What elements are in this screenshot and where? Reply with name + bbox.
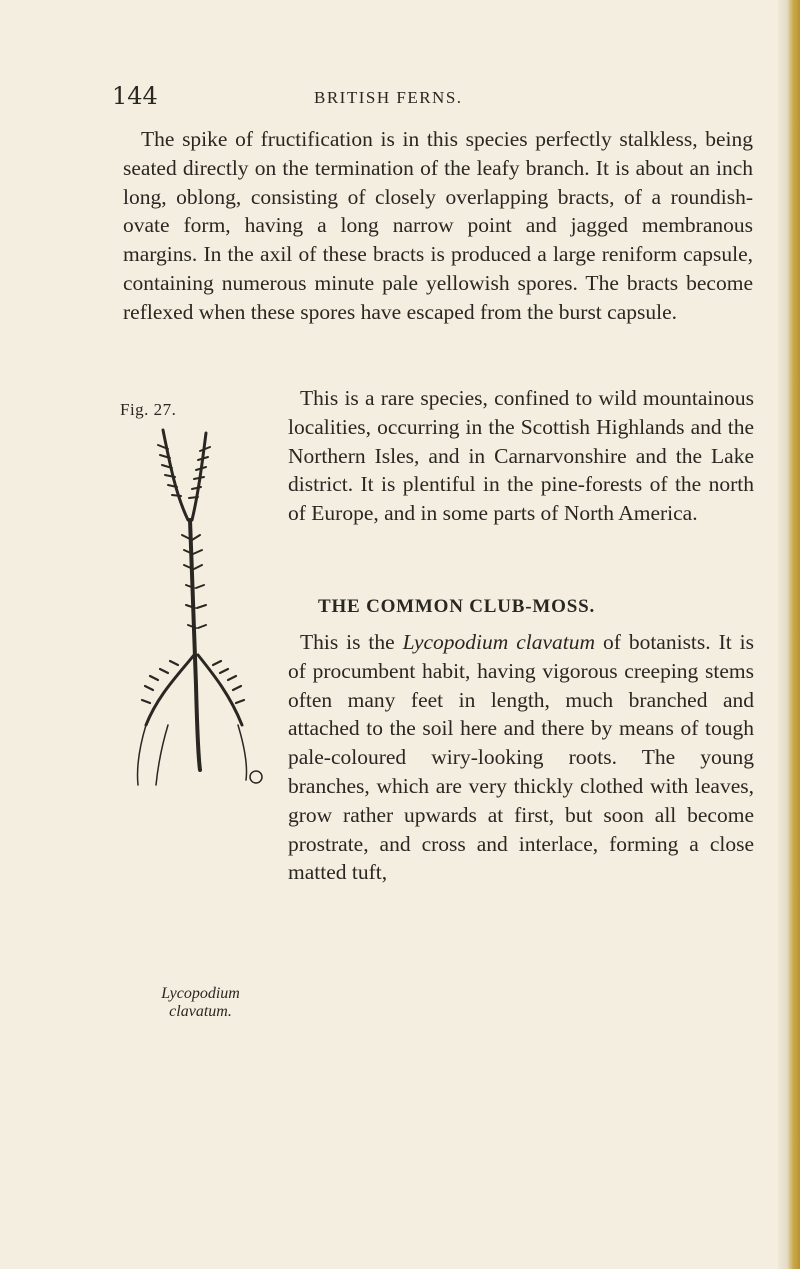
page-edge xyxy=(778,0,800,1269)
figure-label: Fig. 27. xyxy=(120,400,177,419)
section-heading: THE COMMON CLUB-MOSS. xyxy=(318,596,596,617)
running-head: BRITISH FERNS. xyxy=(314,88,463,107)
paragraph-distribution: This is a rare species, confined to wild mountainous localities, occurring in the Scottish Highlands and the Northern Isles, and in Carnarvonshire and the Lake district. It is plentiful in the pine-forests of the north of Europe, and in some parts of North America. xyxy=(288,386,754,526)
latin-name: Lycopodium clavatum xyxy=(402,630,596,654)
figure-caption xyxy=(118,985,283,1021)
page-header xyxy=(112,82,752,122)
paragraph-club-moss xyxy=(288,628,754,887)
text-before-latin: This is the xyxy=(300,630,403,654)
caption-line-2: clavatum. xyxy=(169,1003,232,1020)
text-after-latin: of botanists. It is of procumbent habit, having vigorous creeping stems often many feet in length, much branched and attached to the soil here and there by means of tough pale-coloured wiry-looking roots. The young branches, which are very thickly clothed with leaves, grow rather upwards at first, but soon all become prostrate, and cross and interlace, forming a close matted tuft, xyxy=(288,630,754,885)
page-number: 144 xyxy=(112,82,158,110)
paragraph-fructification: The spike of fructification is in this species perfectly stalkless, being seated directly on the termination of the leafy branch. It is about an inch long, oblong, consisting of closely overlapping bracts, of a roundish-ovate form, having a long narrow point and jagged membranous margins. In the axil of these bracts is produced a large reniform capsule, containing numerous minute pale yellowish spores. The bracts become reflexed when these spores have escaped from the burst capsule. xyxy=(123,127,753,324)
caption-line-1: Lycopodium xyxy=(161,985,240,1002)
lycopodium-illustration xyxy=(118,425,283,790)
